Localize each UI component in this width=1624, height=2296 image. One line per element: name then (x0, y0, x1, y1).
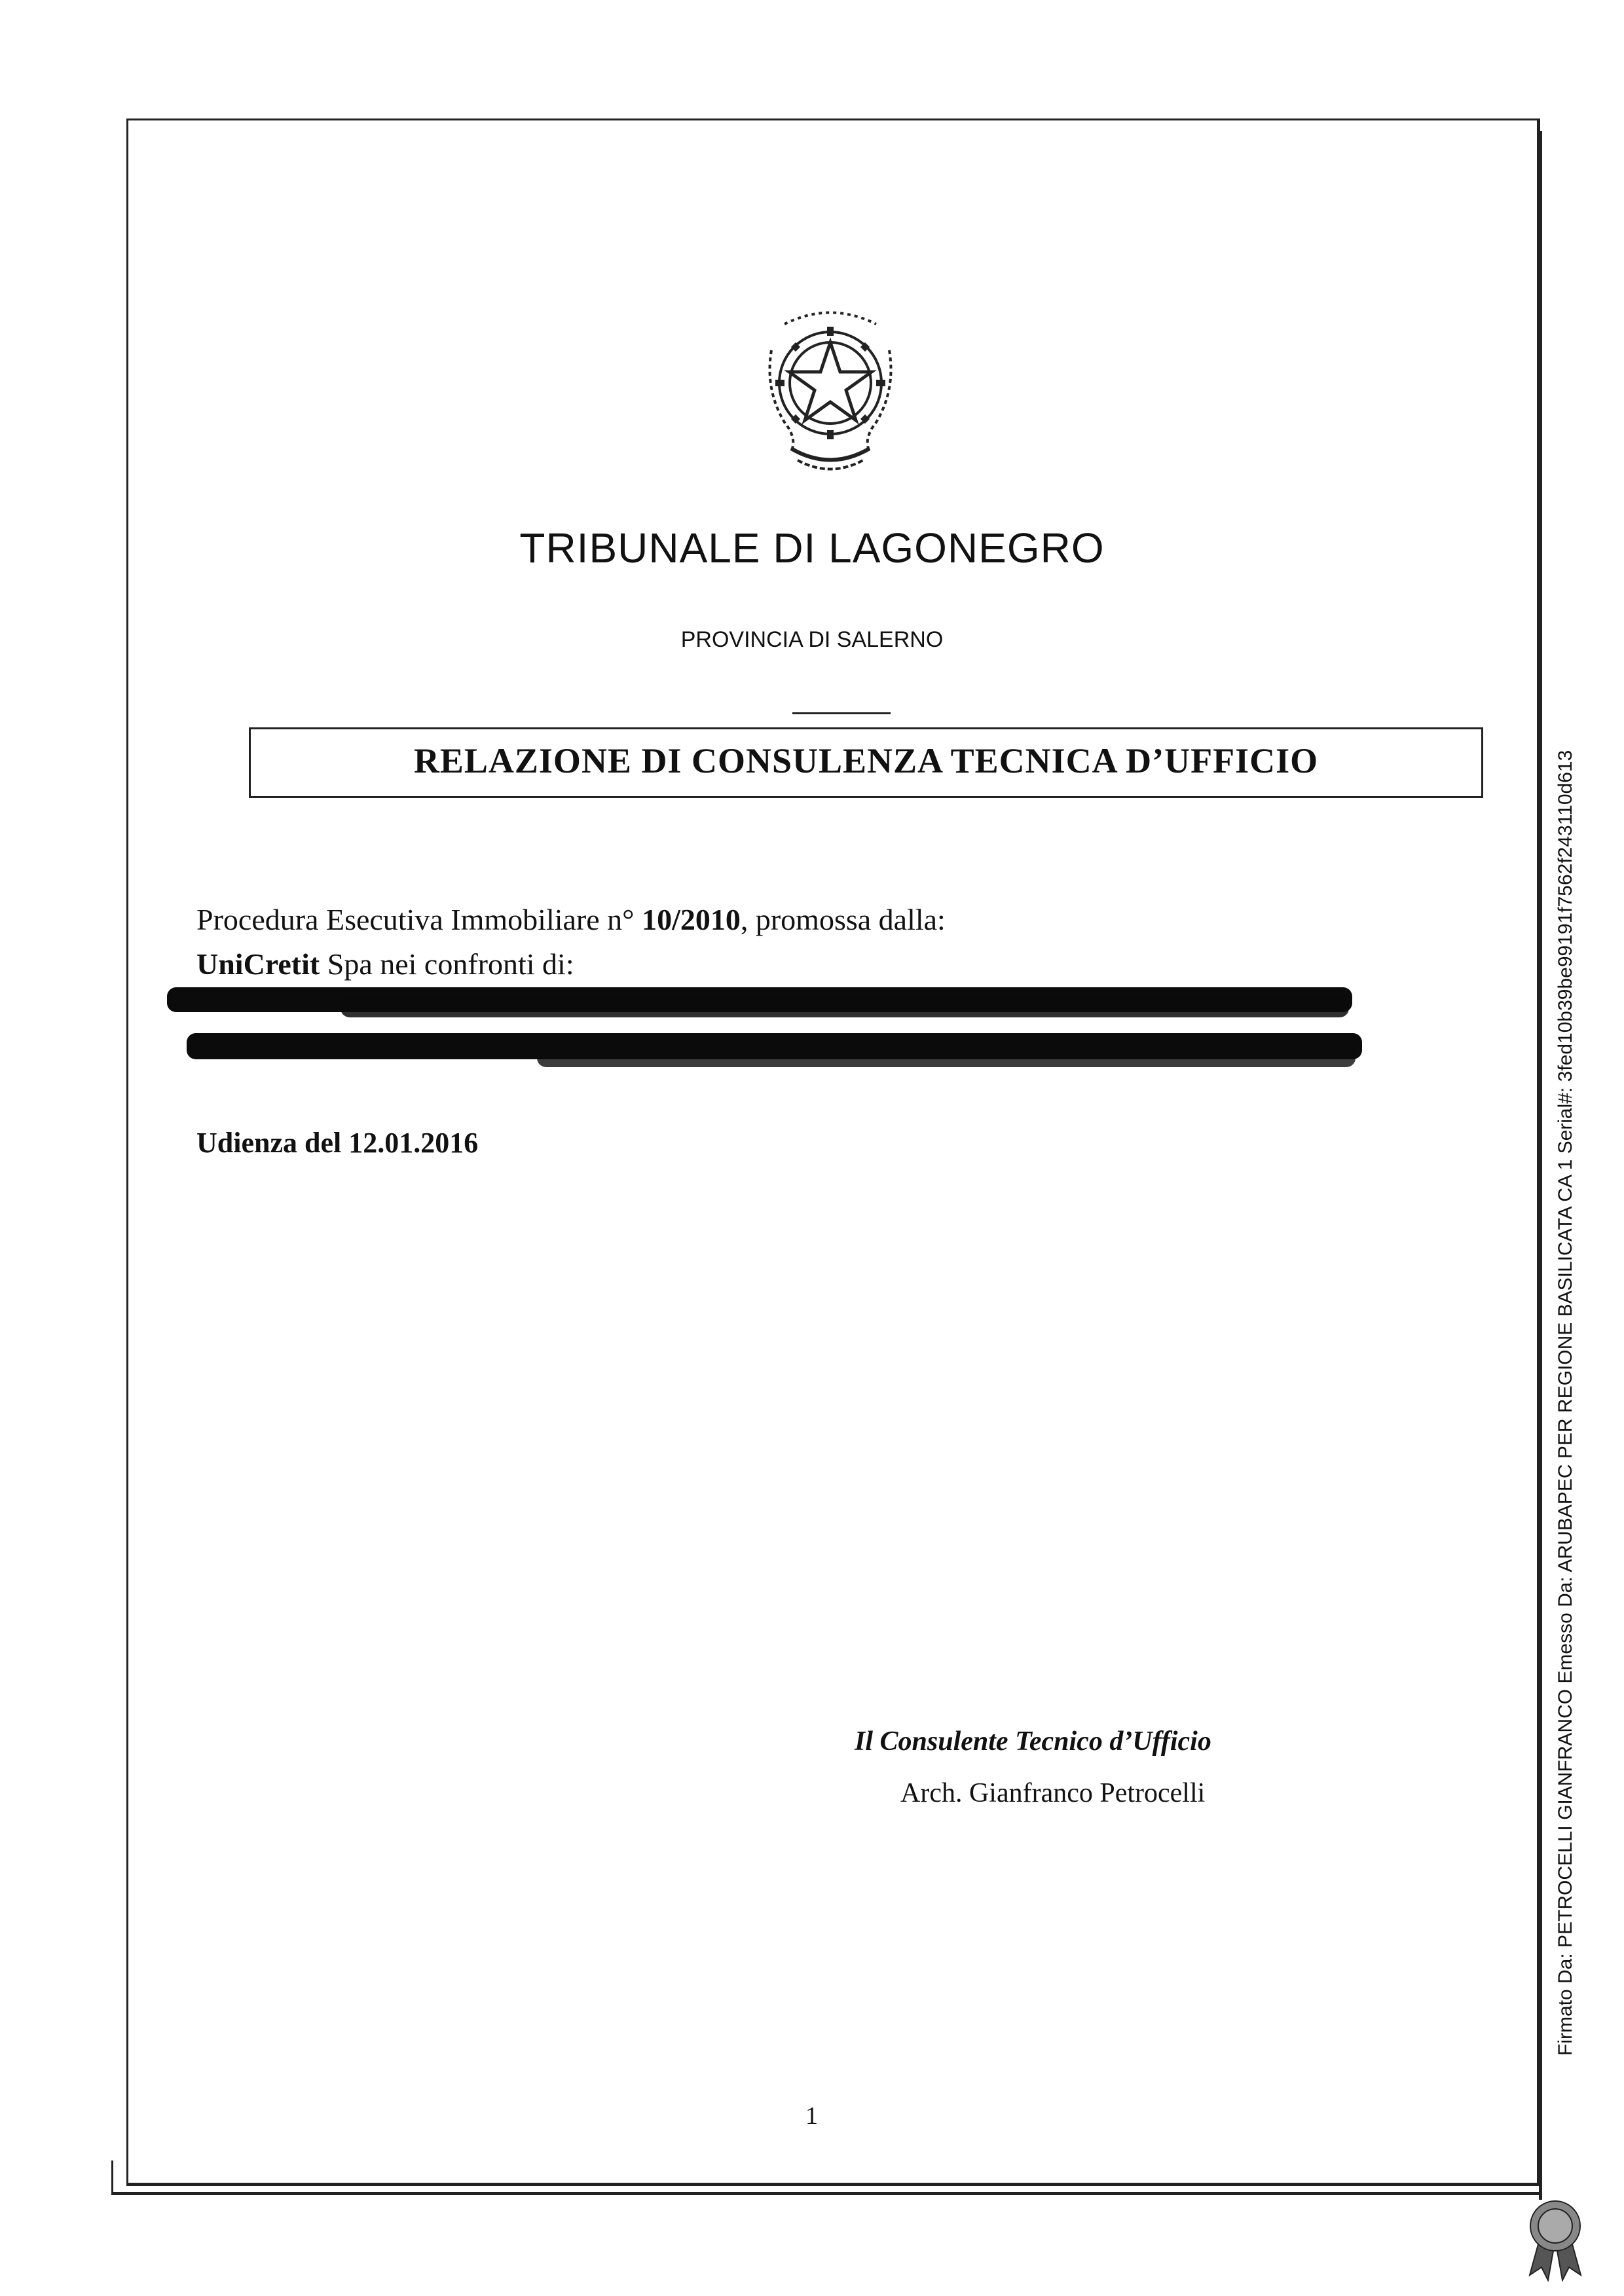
report-title-box (249, 727, 1483, 798)
procedure-line (196, 902, 946, 937)
procedure-number: 10/2010 (642, 903, 741, 936)
creditor-name: UniCretit (196, 947, 320, 981)
procedure-prefix: Procedura Esecutiva Immobiliare n° (196, 903, 642, 936)
procedure-suffix: , promossa dalla: (740, 903, 946, 936)
redaction-mark (537, 1048, 1356, 1067)
court-name: TRIBUNALE DI LAGONEGRO (519, 524, 1105, 572)
creditor-suffix: Spa nei confronti di: (320, 947, 574, 981)
divider (792, 712, 891, 714)
frame-edge-left (111, 2160, 113, 2195)
hearing-date: Udienza del 12.01.2016 (196, 1127, 479, 1159)
signer-name: Arch. Gianfranco Petrocelli (900, 1778, 1206, 1808)
certificate-seal-icon (1519, 2196, 1591, 2282)
digital-signature-text: Firmato Da: PETROCELLI GIANFRANCO Emesso Da: ARUBAPEC PER REGIONE BASILICATA CA 1 Serial#: 3fed10b39be99191f7562f243110d613 (1555, 750, 1576, 2056)
creditor-line (196, 947, 574, 981)
province-name: PROVINCIA DI SALERNO (680, 627, 944, 652)
signer-role: Il Consulente Tecnico d’Ufficio (855, 1726, 1211, 1757)
report-title: RELAZIONE DI CONSULENZA TECNICA D’UFFICIO (413, 741, 1319, 780)
italian-republic-emblem-icon (745, 298, 915, 481)
frame-edge-right (1539, 131, 1542, 2200)
frame-edge-bottom (111, 2192, 1542, 2195)
redaction-mark (341, 998, 1349, 1017)
page-number: 1 (805, 2102, 818, 2130)
